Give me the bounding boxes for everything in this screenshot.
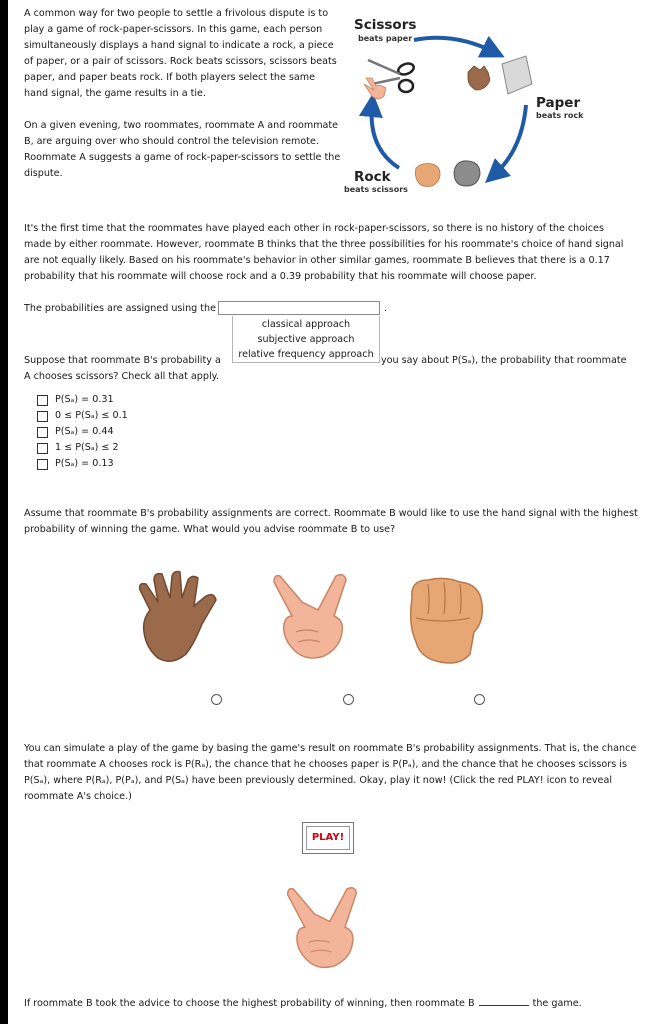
- checkbox[interactable]: [37, 459, 48, 470]
- paper-radio[interactable]: [211, 694, 222, 705]
- story-paragraph: It's the first time that the roommates have played each other in rock-paper-scissors, so there is no history of the choices made by either roommate. However, roommate B thinks that the three possibilities for his roommate's choice of hand signal are not equally likely. Based on his roommate's behavior in other similar games, roommate B believes that there is a 0.17 probability that his roommate will choose rock and a 0.39 probability that his roommate will choose paper.: [24, 223, 624, 282]
- rock-label: Rock: [354, 169, 391, 185]
- rock-hand-icon: [415, 164, 440, 187]
- checkbox-label: P(Sₐ) = 0.31: [55, 394, 114, 405]
- paper-hand-choice-icon[interactable]: [132, 570, 228, 670]
- checkbox-item[interactable]: [37, 456, 128, 472]
- option-classical[interactable]: classical approach: [261, 319, 351, 330]
- rps-cycle-diagram: [344, 10, 594, 200]
- paper-hand-icon: [468, 66, 490, 90]
- rock-radio[interactable]: [474, 694, 485, 705]
- rock-stone-icon: [454, 161, 480, 186]
- option-relative-frequency[interactable]: relative frequency approach: [238, 349, 374, 360]
- suppose-text-part1: Suppose that roommate B's probability a: [24, 355, 221, 366]
- play-button[interactable]: [302, 822, 354, 854]
- left-edge-bar: [0, 0, 8, 1024]
- final-sentence: [24, 994, 644, 1012]
- checkbox[interactable]: [37, 427, 48, 438]
- paper-sheet-icon: [502, 56, 532, 94]
- outcome-blank-input[interactable]: [479, 994, 529, 1006]
- checkbox[interactable]: [37, 395, 48, 406]
- intro-paragraph-1: A common way for two people to settle a frivolous dispute is to play a game of rock-paper-scissors. In this game, each person simultaneously displays a hand signal to indicate a rock, a piece of paper, or a pair of scissors. Rock beats scissors, scissors beats paper, and paper beats rock. If both players select the same hand signal, the game results in a tie.: [24, 8, 337, 99]
- checkbox[interactable]: [37, 411, 48, 422]
- final-suffix: the game.: [532, 998, 582, 1009]
- paper-label: Paper: [536, 95, 581, 111]
- assume-paragraph: Assume that roommate B's probability assignments are correct. Roommate B would like to use the hand signal with the highest probability of winning the game. What would you advise roommate B to use?: [24, 508, 638, 535]
- approach-dropdown-options: [232, 316, 380, 363]
- paper-sublabel: beats rock: [536, 111, 584, 120]
- scissors-hand-choice-icon[interactable]: [266, 572, 356, 670]
- approach-dropdown[interactable]: [218, 301, 380, 315]
- assignment-suffix: .: [384, 303, 388, 314]
- suppose-text-part3: A chooses scissors? Check all that apply.: [24, 371, 219, 382]
- scissors-sublabel: beats paper: [358, 34, 413, 43]
- checkbox-label: 1 ≤ P(Sₐ) ≤ 2: [55, 442, 119, 453]
- checkbox-label: P(Sₐ) = 0.13: [55, 458, 114, 469]
- simulate-paragraph: You can simulate a play of the game by basing the game's result on roommate B's probability assignments. That is, the chance that roommate A chooses rock is P(Rₐ), the chance that he chooses paper is P(Pₐ), and the chance that he chooses scissors is P(Sₐ), where P(Rₐ), P(Pₐ), and P(Sₐ) have been previously determined. Okay, play it now! (Click the red PLAY! icon to reveal roommate A's choice.): [24, 743, 637, 802]
- checkbox-label: P(Sₐ) = 0.44: [55, 426, 114, 437]
- intro-paragraph-2: On a given evening, two roommates, roommate A and roommate B, are arguing over who should control the television remote. Roommate A suggests a game of rock-paper-scissors to settle the dispute.: [24, 120, 341, 179]
- intro-text: [24, 6, 342, 198]
- scissors-label: Scissors: [354, 17, 417, 33]
- checkbox[interactable]: [37, 443, 48, 454]
- arrow-paper-to-rock: [494, 105, 526, 175]
- assignment-prefix: The probabilities are assigned using the: [24, 303, 217, 314]
- arrow-rock-to-scissors: [372, 105, 399, 168]
- rock-hand-choice-icon[interactable]: [400, 574, 492, 670]
- play-button-label: PLAY!: [306, 826, 350, 850]
- rock-sublabel: beats scissors: [344, 185, 408, 194]
- checkbox-label: 0 ≤ P(Sₐ) ≤ 0.1: [55, 410, 128, 421]
- assignment-sentence: [24, 301, 404, 317]
- result-scissors-hand-icon: [280, 884, 366, 980]
- checkbox-item[interactable]: [37, 392, 128, 408]
- checkbox-item[interactable]: [37, 424, 128, 440]
- option-subjective[interactable]: subjective approach: [257, 334, 355, 345]
- suppose-text-part2: you say about P(Sₐ), the probability that roommate: [381, 355, 627, 366]
- checkbox-item[interactable]: [37, 440, 128, 456]
- arrow-scissors-to-paper: [414, 38, 494, 52]
- final-prefix: If roommate B took the advice to choose the highest probability of winning, then roommate B: [24, 998, 475, 1009]
- scissors-radio[interactable]: [343, 694, 354, 705]
- scissors-probability-checklist: [37, 392, 128, 472]
- checkbox-item[interactable]: [37, 408, 128, 424]
